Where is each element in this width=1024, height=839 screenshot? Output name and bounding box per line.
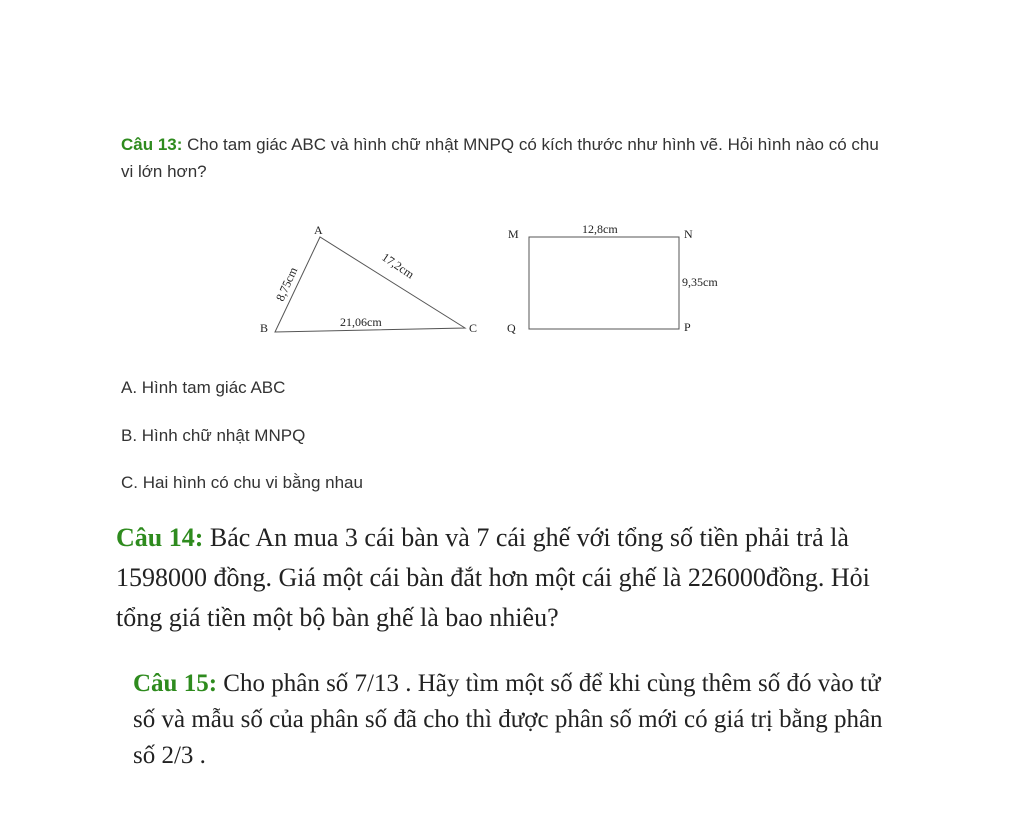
vertex-n-label: N <box>684 227 693 241</box>
side-ab-label: 8,75cm <box>272 264 301 304</box>
side-mn-label: 12,8cm <box>582 222 618 236</box>
vertex-m-label: M <box>508 227 519 241</box>
option-b: B. Hình chữ nhật MNPQ <box>121 426 306 445</box>
side-bc-label: 21,06cm <box>340 315 382 329</box>
question-13-text: Cho tam giác ABC và hình chữ nhật MNPQ có kích thước như hình vẽ. Hỏi hình nào có chu vi lớn hơn? <box>121 135 879 181</box>
question-14-text: Bác An mua 3 cái bàn và 7 cái ghế với tổng số tiền phải trả là 1598000 đồng. Giá một cái bàn đắt hơn một cái ghế là 226000đồng. Hỏi tổng giá tiền một bộ bàn ghế là bao nhiêu? <box>116 523 870 632</box>
option-c: C. Hai hình có chu vi bằng nhau <box>121 473 363 492</box>
vertex-p-label: P <box>684 320 691 334</box>
vertex-c-label: C <box>469 321 478 335</box>
question-15-text: Cho phân số 7/13 . Hãy tìm một số để khi cùng thêm số đó vào tử số và mẫu số của phân số đã cho thì được phân số mới có giá trị bằng phân số 2/3 . <box>133 670 883 769</box>
side-ac-label: 17,2cm <box>379 249 417 282</box>
question-13-label: Câu 13: <box>121 135 183 154</box>
question-14-label: Câu 14: <box>116 523 204 552</box>
vertex-a-label: A <box>314 223 323 237</box>
option-a: A. Hình tam giác ABC <box>121 378 286 397</box>
question-15 <box>133 666 903 774</box>
side-np-label: 9,35cm <box>682 275 718 289</box>
question-14 <box>116 518 906 638</box>
vertex-q-label: Q <box>507 321 516 335</box>
vertex-b-label: B <box>260 321 269 335</box>
question-15-label: Câu 15: <box>133 670 218 697</box>
rectangle-mnpq <box>529 237 679 329</box>
